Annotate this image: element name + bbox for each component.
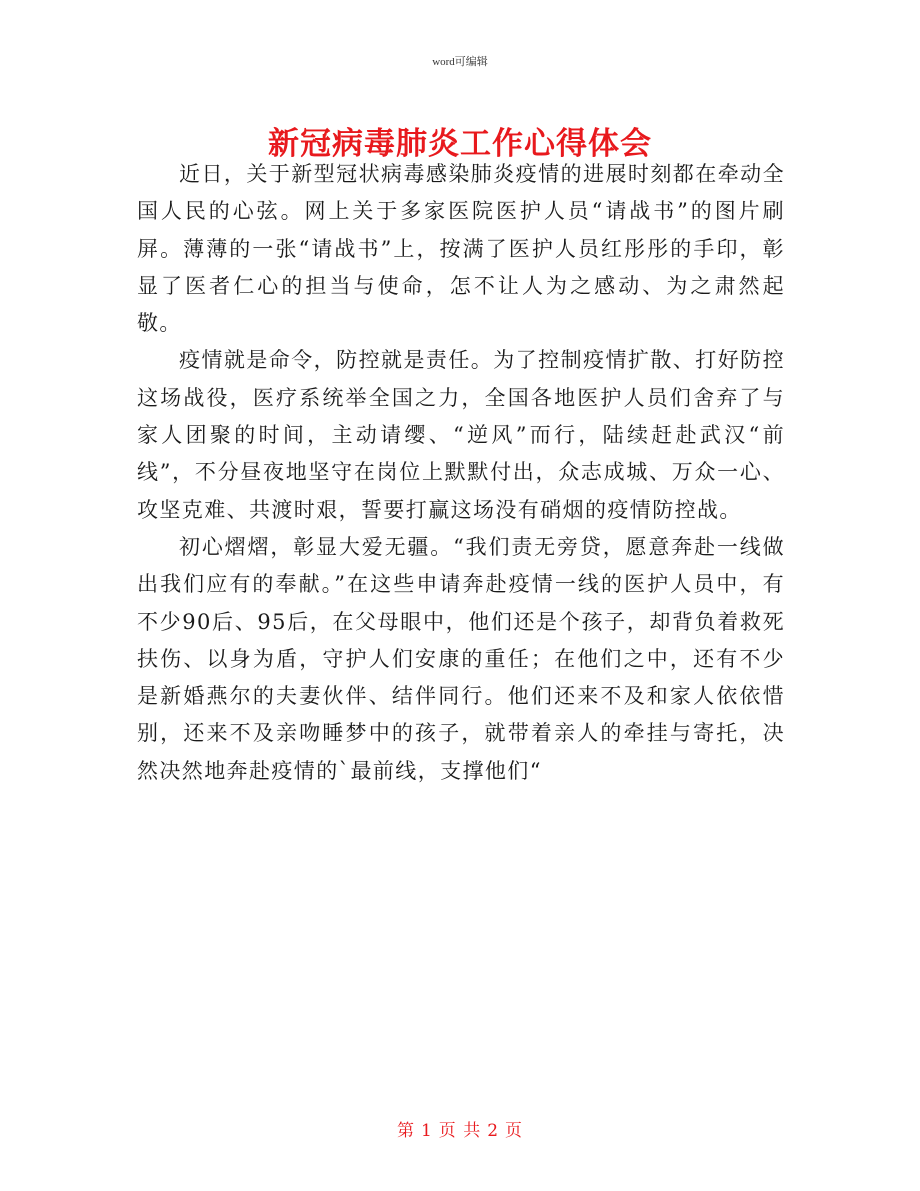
footer-total-pages: 2 bbox=[487, 1121, 500, 1141]
page-footer bbox=[0, 1116, 920, 1141]
footer-page-number: 1 bbox=[420, 1121, 433, 1141]
paragraph-3: 初心熠熠，彰显大爱无疆。“我们责无旁贷，愿意奔赴一线做出我们应有的奉献。”在这些申请奔赴疫情一线的医护人员中，有不少90后、95后，在父母眼中，他们还是个孩子，却背负着救死扶伤、以身为盾，守护人们安康的重任；在他们之中，还有不少是新婚燕尔的夫妻伙伴、结伴同行。他们还来不及和家人依依惜别，还来不及亲吻睡梦中的孩子，就带着亲人的牵挂与寄托，决然决然地奔赴疫情的`最前线，支撑他们“ bbox=[137, 534, 785, 783]
document-body bbox=[137, 156, 785, 790]
paragraph-2: 疫情就是命令，防控就是责任。为了控制疫情扩散、打好防控这场战役，医疗系统举全国之力，全国各地医护人员们舍弃了与家人团聚的时间，主动请缨、“逆风”而行，陆续赶赴武汉“前线”，不分昼夜地坚守在岗位上默默付出，众志成城、万众一心、攻坚克难、共渡时艰，誓要打赢这场没有硝烟的疫情防控战。 bbox=[137, 348, 785, 522]
footer-middle: 页 共 bbox=[438, 1121, 482, 1141]
footer-suffix: 页 bbox=[505, 1121, 524, 1141]
paragraph-1: 近日，关于新型冠状病毒感染肺炎疫情的进展时刻都在牵动全国人民的心弦。网上关于多家医院医护人员“请战书”的图片刷屏。薄薄的一张“请战书”上，按满了医护人员红彤彤的手印，彰显了医者仁心的担当与使命，怎不让人为之感动、为之肃然起敬。 bbox=[137, 162, 785, 336]
document-title: 新冠病毒肺炎工作心得体会 bbox=[268, 126, 652, 162]
footer-prefix: 第 bbox=[396, 1121, 415, 1141]
page-header: word可编辑 bbox=[432, 56, 488, 68]
